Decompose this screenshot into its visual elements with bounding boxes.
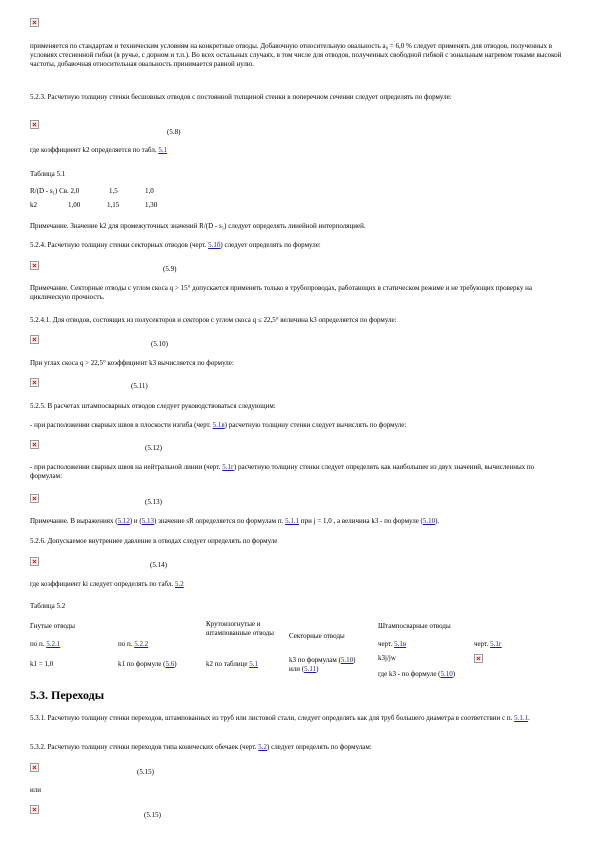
table-cell: где k3 - по формуле (5.10) — [378, 670, 456, 678]
table-header: Штампосварные отводы — [378, 622, 451, 630]
equation-number: (5.15) — [144, 811, 161, 819]
formula-image-icon — [474, 654, 483, 663]
table-cell: k1 по формуле (5.6) — [118, 660, 177, 668]
link-fig-5-1g[interactable]: 5.1г — [490, 640, 502, 648]
link-table-5-1[interactable]: 5.1 — [158, 146, 168, 154]
note-interpolation: Примечание. Значение k2 для промежуточных значений R/(D - s₁) следует определять линейной интерполяцией. — [30, 222, 366, 230]
equation-number: (5.12) — [145, 444, 162, 452]
table-cell: k3j/jw — [378, 654, 396, 662]
link-fig-5-1g[interactable]: 5.1г — [222, 463, 234, 471]
link-fig-5-1b[interactable]: 5.1б — [208, 241, 221, 249]
link-fig-5-2[interactable]: 5.2 — [258, 743, 267, 751]
link-sec-5-2-1[interactable]: 5.2.1 — [46, 640, 61, 648]
link-eq-5-10[interactable]: 5.10 — [422, 517, 436, 525]
paragraph-ki: где коэффициент ki следует определять по табл. 5.2 — [30, 580, 184, 588]
link-fig-5-1v[interactable]: 5.1в — [212, 421, 225, 429]
table-header: Крутоизогнутые и штампованные отводы — [206, 620, 274, 637]
link-sec-5-1-1[interactable]: 5.1.1 — [514, 714, 529, 722]
table-cell: 1,30 — [145, 201, 158, 209]
or-text: или — [30, 786, 41, 794]
equation-number: (5.8) — [167, 128, 181, 136]
paragraph-k3: При углах скоса q > 22,5° коэффициент k3 вычисляется по формуле: — [30, 359, 234, 367]
formula-image-icon — [30, 494, 39, 503]
link-eq-5-11[interactable]: 5.11 — [304, 665, 317, 673]
formula-image-icon — [30, 378, 39, 387]
paragraph-5-2-3: 5.2.3. Расчетную толщину стенки бесшовных отводов с постоянной толщиной стенки в поперечном сечении следует определять по формуле: — [30, 93, 452, 101]
formula-image-icon — [30, 120, 39, 129]
table-5-2-title: Таблица 5.2 — [30, 602, 66, 610]
formula-image-icon — [30, 763, 39, 772]
table-cell: черт. 5.1в — [378, 640, 407, 648]
formula-image-icon — [30, 805, 39, 814]
table-cell: по п. 5.2.2 — [118, 640, 149, 648]
paragraph-ovality: применяется по стандартам и техническим условиям на конкретные отводы. Добавочную относительную овальность a₀ = 6,0 % следует применять для отводов, полученных в условиях стесненной гибки (в ручье, с дорном и т.п.). Во всех остальных случаях, в том числе для отводов, полученных свободной гибкой с зональным нагревом токами высокой частоты, добавочная относительная овальность принимается равной нулю. — [30, 42, 562, 68]
link-table-5-2[interactable]: 5.2 — [174, 580, 184, 588]
link-eq-5-13[interactable]: 5.13 — [141, 517, 154, 525]
section-heading: 5.3. Переходы — [30, 688, 105, 702]
equation-number: (5.11) — [131, 382, 148, 390]
link-eq-5-10[interactable]: 5.10 — [340, 656, 354, 664]
table-header: Секторные отводы — [289, 632, 345, 640]
paragraph-5-2-6: 5.2.6. Допускаемое внутреннее давление в отводах следует определять по формуле — [30, 537, 278, 545]
table-cell: 1,0 — [145, 187, 154, 195]
paragraph-k2: где коэффициент k2 определяется по табл. 5.1 — [30, 146, 168, 154]
equation-number: (5.15) — [137, 768, 154, 776]
table-cell: или (5.11) — [289, 665, 319, 673]
table-cell: 1,00 — [68, 201, 81, 209]
table-5-1-row: R/(D - s₁) Св. 2,0 — [30, 187, 80, 195]
link-eq-5-12[interactable]: 5.12 — [117, 517, 130, 525]
link-table-5-1[interactable]: 5.1 — [249, 660, 258, 668]
note-expressions: Примечание. В выражениях (5.12) и (5.13) значение sR определяется по формулам п. 5.1.1 при j = 1,0 , а величина k3 - по формуле (5.10). — [30, 517, 440, 525]
table-cell: k3 по формулам (5.10) — [289, 656, 356, 664]
paragraph-5-2-5: 5.2.5. В расчетах штампосварных отводов следует руководствоваться следующим: — [30, 402, 276, 410]
paragraph-welds-neutral: - при расположении сварных швов на нейтральной линии (черт. 5.1г) расчетную толщину стенки следует определять как наибольшее из двух значений, вычисленных по формулам: — [30, 463, 535, 480]
link-sec-5-1-1[interactable]: 5.1.1 — [285, 517, 300, 525]
equation-number: (5.14) — [150, 561, 167, 569]
link-sec-5-2-2[interactable]: 5.2.2 — [134, 640, 149, 648]
paragraph-welds-bend: - при расположении сварных швов в плоскости изгиба (черт. 5.1в) расчетную толщину стенки следует вычислять по формуле: — [30, 421, 407, 429]
link-eq-5-10[interactable]: 5.10 — [440, 670, 453, 678]
formula-image-icon — [30, 557, 39, 566]
paragraph-5-2-4: 5.2.4. Расчетную толщину стенки секторных отводов (черт. 5.1б) следует определять по формуле: — [30, 241, 321, 249]
table-cell: 1,5 — [109, 187, 118, 195]
equation-number: (5.9) — [163, 265, 177, 273]
table-5-1-title: Таблица 5.1 — [30, 170, 66, 178]
table-cell: 1,15 — [107, 201, 120, 209]
table-header: Гнутые отводы — [30, 622, 75, 630]
table-cell: k2 по таблице 5.1 — [206, 660, 258, 668]
equation-number: (5.10) — [151, 340, 168, 348]
formula-image-icon — [30, 18, 39, 27]
link-fig-5-1v[interactable]: 5.1в — [394, 640, 407, 648]
formula-image-icon — [30, 261, 39, 270]
formula-image-icon — [30, 440, 39, 449]
paragraph-5-3-2: 5.3.2. Расчетную толщину стенки переходов типа конических обечаек (черт. 5.2) следует определять по формулам: — [30, 743, 372, 751]
table-cell: черт. 5.1г — [474, 640, 502, 648]
equation-number: (5.13) — [145, 498, 162, 506]
table-cell: k2 — [30, 201, 37, 209]
table-cell: по п. 5.2.1 — [30, 640, 61, 648]
note-sector: Примечание. Секторные отводы с углом скоса q > 15° допускается применять только в трубопроводах, работающих в статическом режиме и не требующих проверку на циклическую прочность. — [30, 284, 532, 301]
paragraph-5-3-1: 5.3.1. Расчетную толщину стенки переходов, штампованных из труб или листовой стали, следует определять как для труб большего диаметра в соответствии с п. 5.1.1. — [30, 714, 530, 722]
paragraph-5-2-4-1: 5.2.4.1. Для отводов, состоящих из полусекторов и секторов с углом скоса q ≤ 22,5° величина k3 определяется по формуле: — [30, 316, 397, 324]
table-cell: k1 = 1,0 — [30, 660, 54, 668]
formula-image-icon — [30, 335, 39, 344]
link-eq-5-6[interactable]: 5.6 — [165, 660, 175, 668]
